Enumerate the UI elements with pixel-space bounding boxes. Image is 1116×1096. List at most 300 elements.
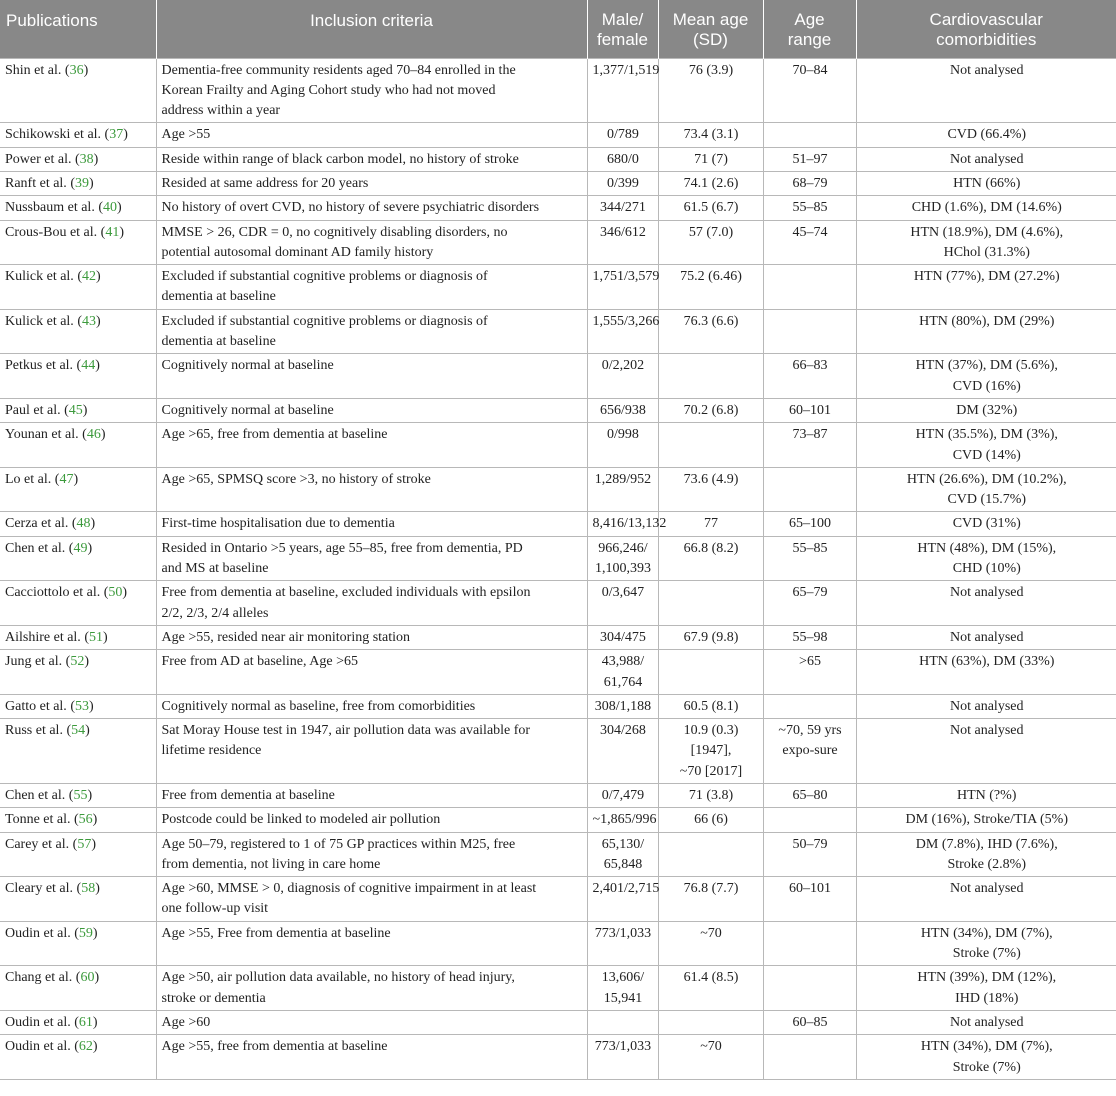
header-cardiovascular-comorbidities: Cardiovascular comorbidities [856,0,1116,58]
table-row [0,536,1116,581]
cell-line: 74.1 (2.6) [683,175,739,191]
mean-age-cell [658,625,763,649]
cell-line: Not analysed [950,881,1024,897]
cell-line: 65–79 [792,585,828,601]
male-female-cell [587,650,658,695]
cell-line: 65–100 [789,516,831,532]
cell-line: 76.3 (6.6) [683,313,739,329]
author-name: Chang et al. [5,970,73,986]
reference-link[interactable]: 56 [78,812,93,828]
publication-cell: Younan et al. (46) [0,423,156,468]
table-row [0,220,1116,265]
cell-line: 61,764 [603,674,643,690]
cell-line: 66–83 [792,358,828,374]
age-range-cell [763,196,856,220]
publication-cell: Paul et al. (45) [0,398,156,422]
header-age-range: Age range [763,0,856,58]
author-name: Kulick et al. [5,269,74,285]
publication-cell: Chen et al. (49) [0,536,156,581]
cell-line: 73.4 (3.1) [683,127,739,143]
cell-line: 70–84 [792,62,828,78]
cell-line: 304/475 [600,629,646,645]
cell-line: Dementia-free community residents aged 70–84 enrolled in the [161,62,516,78]
inclusion-criteria-cell [156,966,587,1011]
mean-age-cell [658,512,763,536]
age-range-cell [763,123,856,147]
cell-line: 1,289/952 [594,471,652,487]
cardiovascular-comorbidities-cell [856,719,1116,784]
male-female-cell [587,309,658,354]
cell-line: dementia at baseline [161,334,276,350]
cell-line: Age >50, air pollution data available, no history of head injury, [161,970,515,986]
age-range-cell [763,220,856,265]
cell-line: Age >55 [161,127,211,143]
inclusion-criteria-cell [156,171,587,195]
inclusion-criteria-cell [156,1010,587,1034]
age-range-cell [763,694,856,718]
mean-age-cell [658,877,763,922]
cardiovascular-comorbidities-cell [856,220,1116,265]
cell-line: Korean Frailty and Aging Cohort study who had not moved [161,82,496,98]
cell-line: Excluded if substantial cognitive problems or diagnosis of [161,313,488,329]
cell-line: CVD (66.4%) [947,127,1027,143]
age-range-cell [763,581,856,626]
cell-line: ~70, 59 yrs [778,723,842,739]
inclusion-criteria-cell [156,808,587,832]
age-range-cell [763,784,856,808]
cell-line: No history of overt CVD, no history of severe psychiatric disorders [161,200,540,216]
cardiovascular-comorbidities-cell [856,694,1116,718]
mean-age-cell [658,581,763,626]
reference-link[interactable]: 51 [88,629,103,645]
cell-line: Stroke (7%) [952,946,1021,962]
cell-line: 0/3,647 [601,585,645,601]
inclusion-criteria-cell [156,650,587,695]
cell-line: Age >55, resided near air monitoring station [161,629,411,645]
cell-line: 66 (6) [694,812,728,828]
table-row [0,265,1116,310]
mean-age-cell [658,1035,763,1080]
cell-line: Reside within range of black carbon model, no history of stroke [161,151,519,167]
cell-line: Free from dementia at baseline, excluded individuals with epsilon [161,585,531,601]
inclusion-criteria-cell [156,196,587,220]
cell-line: 68–79 [792,175,828,191]
cardiovascular-comorbidities-cell [856,966,1116,1011]
inclusion-criteria-cell [156,877,587,922]
mean-age-cell [658,196,763,220]
cell-line: 66.8 (8.2) [683,540,739,556]
author-name: Carey et al. [5,836,70,852]
age-range-cell [763,423,856,468]
cardiovascular-comorbidities-cell [856,650,1116,695]
cell-line: IHD (18%) [955,990,1019,1006]
reference-link[interactable]: 54 [71,723,86,739]
inclusion-criteria-cell [156,694,587,718]
cell-line: Not analysed [950,585,1024,601]
cell-line: First-time hospitalisation due to dementia [161,516,395,532]
reference-link[interactable]: 62 [78,1039,93,1055]
cardiovascular-comorbidities-cell [856,265,1116,310]
author-name: Ranft et al. [5,175,67,191]
reference-link[interactable]: 57 [77,836,92,852]
author-name: Shin et al. [5,62,62,78]
cell-line: CVD (16%) [952,378,1021,394]
male-female-cell [587,784,658,808]
inclusion-criteria-cell [156,784,587,808]
cell-line: Excluded if substantial cognitive problems or diagnosis of [161,269,488,285]
cell-line: 57 (7.0) [688,224,734,240]
cell-line: Free from dementia at baseline [161,788,335,803]
table-row [0,354,1116,399]
table-row [0,625,1116,649]
cell-line: 0/2,202 [601,358,645,374]
cell-line: Not analysed [950,629,1024,645]
reference-link[interactable]: 59 [78,925,93,941]
age-range-cell [763,625,856,649]
mean-age-cell [658,398,763,422]
male-female-cell [587,265,658,310]
cell-line: 2/2, 2/3, 2/4 alleles [161,605,269,621]
cell-line: Age >60 [161,1014,211,1030]
publication-cell: Cerza et al. (48) [0,512,156,536]
publication-cell: Shin et al. (36) [0,58,156,123]
author-name: Oudin et al. [5,1039,71,1055]
cell-line: 60–101 [789,881,831,897]
inclusion-criteria-cell [156,1035,587,1080]
reference-link[interactable]: 48 [76,516,91,532]
publication-cell: Crous-Bou et al. (41) [0,220,156,265]
cardiovascular-comorbidities-cell [856,1010,1116,1034]
cardiovascular-comorbidities-cell [856,58,1116,123]
publication-cell: Oudin et al. (62) [0,1035,156,1080]
author-name: Chen et al. [5,788,66,803]
age-range-cell [763,719,856,784]
author-name: Crous-Bou et al. [5,224,98,240]
inclusion-criteria-cell [156,423,587,468]
cell-line: 51–97 [792,151,828,167]
cardiovascular-comorbidities-cell [856,512,1116,536]
reference-link[interactable]: 42 [81,269,96,285]
cell-line: 1,555/3,266 [592,313,660,329]
male-female-cell [587,877,658,922]
cell-line: 15,941 [603,990,643,1006]
cardiovascular-comorbidities-cell [856,625,1116,649]
cell-line: 61.5 (6.7) [683,200,739,216]
mean-age-cell [658,467,763,512]
inclusion-criteria-cell [156,265,587,310]
cell-line: Resided in Ontario >5 years, age 55–85, free from dementia, PD [161,540,523,556]
male-female-cell [587,625,658,649]
male-female-cell [587,832,658,877]
cell-line: 773/1,033 [594,1039,652,1055]
cell-line: Free from AD at baseline, Age >65 [161,654,358,670]
reference-link[interactable]: 45 [68,402,83,418]
age-range-cell [763,58,856,123]
cell-line: Not analysed [950,723,1024,739]
inclusion-criteria-cell [156,832,587,877]
table-row [0,808,1116,832]
cell-line: 10.9 (0.3) [1947], [683,723,739,759]
cell-line: 76 (3.9) [688,62,734,78]
table-row [0,467,1116,512]
table-body [0,58,1116,1079]
cell-line: 61.4 (8.5) [683,970,739,986]
cell-line: 60–85 [792,1014,828,1030]
reference-link[interactable]: 39 [74,175,89,191]
mean-age-cell [658,123,763,147]
age-range-cell [763,398,856,422]
cell-line: 773/1,033 [594,925,652,941]
cell-line: HTN (?%) [957,788,1017,803]
age-range-cell [763,1010,856,1034]
publication-cell: Gatto et al. (53) [0,694,156,718]
male-female-cell [587,536,658,581]
cell-line: 55–98 [792,629,828,645]
age-range-cell [763,832,856,877]
cell-line: DM (7.8%), IHD (7.6%), [915,836,1058,852]
reference-link[interactable]: 43 [81,313,96,329]
table-row [0,58,1116,123]
cell-line: HTN (34%), DM (7%), [920,925,1053,941]
cell-line: 0/7,479 [601,788,645,803]
inclusion-criteria-cell [156,354,587,399]
table-row [0,921,1116,966]
cell-line: 344/271 [600,200,646,216]
reference-link[interactable]: 61 [78,1014,93,1030]
table-row [0,650,1116,695]
male-female-cell [587,398,658,422]
cell-line: Age >60, MMSE > 0, diagnosis of cognitive impairment in at least [161,881,537,897]
cardiovascular-comorbidities-cell [856,784,1116,808]
publication-cell: Oudin et al. (59) [0,921,156,966]
age-range-cell [763,467,856,512]
table-row [0,694,1116,718]
cell-line: 55–85 [792,540,828,556]
age-range-cell [763,921,856,966]
cell-line: 8,416/13,132 [592,516,667,532]
cell-line: 65,130/ [601,836,645,852]
cell-line: Cognitively normal at baseline [161,358,334,374]
cell-line: 0/789 [607,127,639,143]
mean-age-cell [658,536,763,581]
age-range-cell [763,650,856,695]
cell-line: 76.8 (7.7) [683,881,739,897]
cell-line: HTN (48%), DM (15%), [917,540,1057,556]
cardiovascular-comorbidities-cell [856,832,1116,877]
mean-age-cell [658,694,763,718]
table-row [0,309,1116,354]
male-female-cell [587,423,658,468]
reference-link[interactable]: 58 [81,881,96,897]
cardiovascular-comorbidities-cell [856,147,1116,171]
cardiovascular-comorbidities-cell [856,171,1116,195]
reference-link[interactable]: 49 [73,540,88,556]
cell-line: 77 [704,516,718,532]
cell-line: 346/612 [600,224,646,240]
male-female-cell [587,354,658,399]
table-row [0,784,1116,808]
mean-age-cell [658,309,763,354]
publication-cell: Chang et al. (60) [0,966,156,1011]
table-row [0,966,1116,1011]
cardiovascular-comorbidities-cell [856,467,1116,512]
cell-line: HTN (66%) [953,175,1021,191]
cell-line: Resided at same address for 20 years [161,175,369,191]
reference-link[interactable]: 53 [74,698,89,714]
reference-link[interactable]: 36 [69,62,84,78]
cell-line: CHD (1.6%), DM (14.6%) [911,200,1062,216]
table-row [0,581,1116,626]
cell-line: HTN (37%), DM (5.6%), [915,358,1058,374]
cell-line: 1,100,393 [595,561,651,577]
male-female-cell [587,966,658,1011]
table-row [0,171,1116,195]
author-name: Ailshire et al. [5,629,81,645]
cell-line: Stroke (7%) [952,1059,1021,1075]
cell-line: Age 50–79, registered to 1 of 75 GP practices within M25, free [161,836,516,852]
cell-line: Postcode could be linked to modeled air pollution [161,812,441,828]
cell-line: HTN (35.5%), DM (3%), [915,427,1058,443]
cardiovascular-comorbidities-cell [856,196,1116,220]
table-row [0,1010,1116,1034]
cell-line: 1,751/3,579 [592,269,660,285]
author-name: Nussbaum et al. [5,200,95,216]
cardiovascular-comorbidities-cell [856,423,1116,468]
male-female-cell [587,196,658,220]
author-name: Schikowski et al. [5,127,102,143]
cardiovascular-comorbidities-cell [856,309,1116,354]
mean-age-cell [658,1010,763,1034]
cell-line: 70.2 (6.8) [683,402,739,418]
publication-cell: Ranft et al. (39) [0,171,156,195]
cell-line: stroke or dementia [161,990,266,1006]
inclusion-criteria-cell [156,467,587,512]
male-female-cell [587,921,658,966]
cell-line: potential autosomal dominant AD family history [161,244,434,260]
male-female-cell [587,220,658,265]
mean-age-cell [658,719,763,784]
cell-line: Age >65, SPMSQ score >3, no history of stroke [161,471,431,487]
cell-line: CVD (14%) [952,447,1021,463]
cell-line: CVD (15.7%) [947,492,1027,508]
reference-link[interactable]: 40 [103,200,117,216]
mean-age-cell [658,354,763,399]
cell-line: Not analysed [950,1014,1024,1030]
reference-link[interactable]: 46 [86,427,101,443]
cell-line: 60–101 [789,402,831,418]
male-female-cell [587,58,658,123]
male-female-cell [587,467,658,512]
cell-line: HTN (77%), DM (27.2%) [913,269,1060,285]
publication-cell: Nussbaum et al. (40) [0,196,156,220]
cardiovascular-comorbidities-cell [856,921,1116,966]
cell-line: Sat Moray House test in 1947, air pollution data was available for [161,723,531,739]
cell-line: 656/938 [600,402,646,418]
cell-line: 75.2 (6.46) [680,269,742,285]
mean-age-cell [658,265,763,310]
author-name: Cacciottolo et al. [5,585,101,601]
cell-line: DM (32%) [956,402,1018,418]
cell-line: 73.6 (4.9) [683,471,739,487]
publication-cell: Cacciottolo et al. (50) [0,581,156,626]
male-female-cell [587,512,667,536]
table-row [0,147,1116,171]
reference-link[interactable]: 55 [73,788,88,803]
table-row [0,512,1116,536]
age-range-cell [763,309,856,354]
male-female-cell [587,171,658,195]
cell-line: 2,401/2,715 [592,881,660,897]
inclusion-criteria-cell [156,147,587,171]
cell-line: ~70 [700,1039,722,1055]
cell-line: ~70 [2017] [679,763,743,779]
reference-link[interactable]: 38 [79,151,94,167]
reference-link[interactable]: 50 [108,585,123,601]
mean-age-cell [658,423,763,468]
age-range-cell [763,1035,856,1080]
age-range-cell [763,354,856,399]
publication-cell: Russ et al. (54) [0,719,156,784]
cell-line: MMSE > 26, CDR = 0, no cognitively disabling disorders, no [161,224,508,240]
table-row [0,1035,1116,1080]
age-range-cell [763,171,856,195]
age-range-cell [763,265,856,310]
author-name: Petkus et al. [5,358,74,374]
cardiovascular-comorbidities-cell [856,354,1116,399]
age-range-cell [763,808,856,832]
cell-line: CHD (10%) [952,561,1021,577]
cell-line: Age >65, free from dementia at baseline [161,427,388,443]
inclusion-criteria-cell [156,921,587,966]
cell-line: Age >55, free from dementia at baseline [161,1039,388,1055]
cell-line: ~70 [700,925,722,941]
cell-line: Stroke (2.8%) [947,856,1027,872]
cell-line: Not analysed [950,151,1024,167]
reference-link[interactable]: 37 [109,127,124,143]
publication-cell: Tonne et al. (56) [0,808,156,832]
mean-age-cell [658,966,763,1011]
male-female-cell [587,808,658,832]
reference-link[interactable]: 47 [59,471,74,487]
author-name: Cerza et al. [5,516,69,532]
cell-line: ~1,865/996 [592,812,657,828]
reference-link[interactable]: 52 [70,654,85,670]
cell-line: 0/399 [607,175,639,191]
cell-line: 45–74 [792,224,828,240]
cell-line: HTN (39%), DM (12%), [917,970,1057,986]
cell-line: DM (16%), Stroke/TIA (5%) [905,812,1069,828]
author-name: Gatto et al. [5,698,67,714]
reference-link[interactable]: 41 [105,224,120,240]
reference-link[interactable]: 60 [80,970,95,986]
author-name: Kulick et al. [5,313,74,329]
cell-line: HTN (63%), DM (33%) [919,654,1055,670]
cardiovascular-comorbidities-cell [856,536,1116,581]
cell-line: dementia at baseline [161,289,276,305]
author-name: Oudin et al. [5,1014,71,1030]
author-name: Oudin et al. [5,925,71,941]
cell-line: from dementia, not living in care home [161,856,381,872]
cardiovascular-comorbidities-cell [856,808,1116,832]
cell-line: HTN (80%), DM (29%) [919,313,1055,329]
reference-link[interactable]: 44 [81,358,96,374]
publication-cell: Kulick et al. (42) [0,265,156,310]
cell-line: 55–85 [792,200,828,216]
mean-age-cell [658,171,763,195]
inclusion-criteria-cell [156,512,587,536]
mean-age-cell [658,832,763,877]
mean-age-cell [658,921,763,966]
